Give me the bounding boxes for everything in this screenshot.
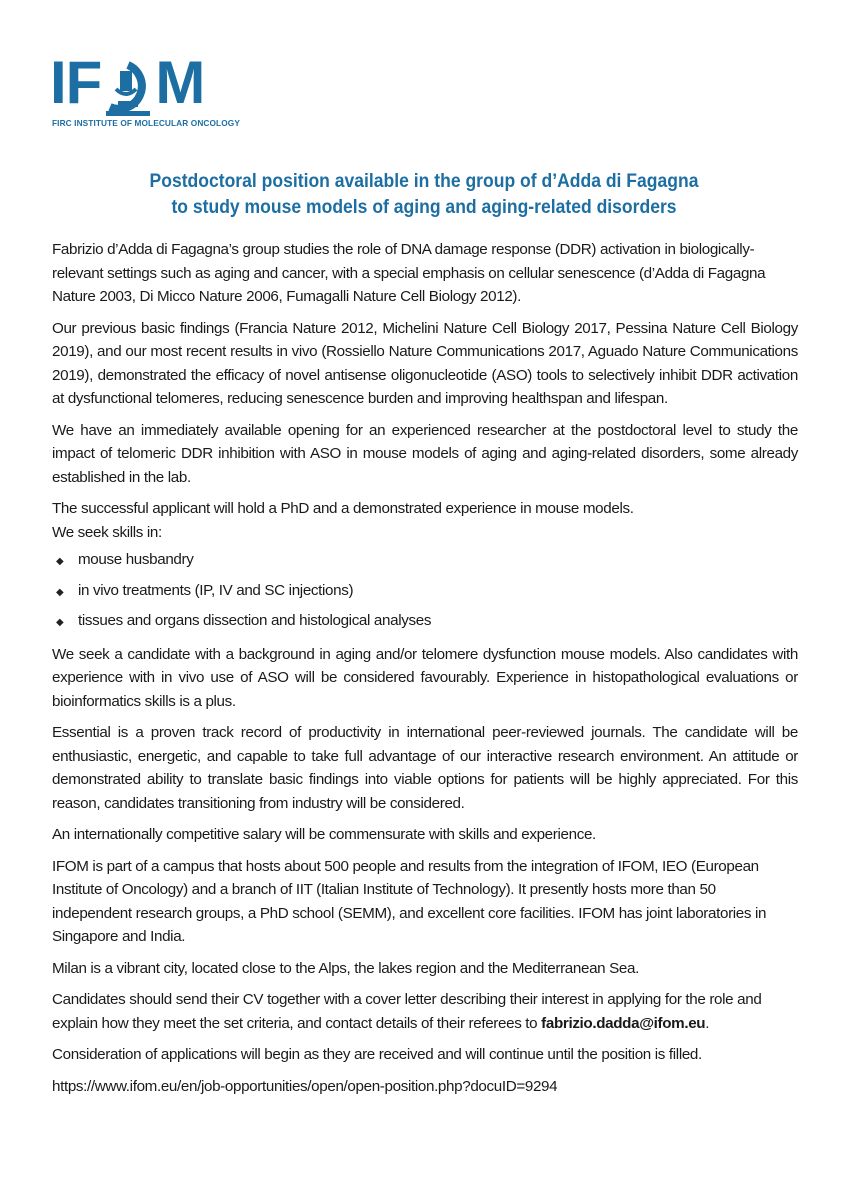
bullet-icon: ◆: [56, 586, 64, 598]
document-body: [52, 238, 798, 1106]
bullet-icon: ◆: [56, 617, 64, 628]
paragraph-campus: IFOM is part of a campus that hosts about 500 people and results from the integration of IFOM, IEO (European Institute of Oncology) and a branch of IIT (Italian Institute of Technology). It presently hosts more than 50 independent research groups, a PhD school (SEMM), and excellent core facilities. IFOM has joint laboratories in Singapore and India.: [52, 857, 767, 945]
ifom-logo: [50, 49, 240, 132]
logo-letters-left: IF: [50, 49, 102, 116]
bullet-icon: ◆: [56, 556, 64, 567]
application-end: .: [705, 1014, 710, 1032]
microscope-icon: [102, 61, 154, 117]
paragraph-essential: Essential is a proven track record of productivity in international peer-reviewed journals. The candidate will be enthusiastic, energetic, and capable to take full advantage of our interactive research environment. An attitude or demonstrated ability to translate basic findings into viable options for patients will be highly appreciated. For this reason, candidates transitioning from industry will be considered.: [52, 724, 798, 812]
paragraph-opening: We have an immediately available opening for an experienced researcher at the postdoctoral level to study the impact of telomeric DDR inhibition with ASO in mouse models of aging and aging-related disorders, some already established in the lab.: [52, 421, 798, 486]
logo-wordmark: [50, 49, 205, 116]
page-title: [78, 168, 769, 220]
contact-email[interactable]: fabrizio.dadda@ifom.eu: [541, 1014, 706, 1032]
paragraph-previous-findings: Our previous basic findings (Francia Nature 2012, Michelini Nature Cell Biology 2017, Pessina Nature Cell Biology 2019), and our most recent results in vivo (Rossiello Nature Communications 2017, Aguado Nature Communications 2019), demonstrated the efficacy of novel antisense oligonucleotide (ASO) tools to selectively inhibit DDR activation at dysfunctional telomeres, reducing senescence burden and improving healthspan and lifespan.: [52, 319, 798, 407]
application-text: Candidates should send their CV together with a cover letter describing their interest in applying for the role and explain how they meet the set criteria, and contact details of their referees to: [52, 991, 762, 1032]
skill-text: mouse husbandry: [78, 551, 194, 568]
paragraph-milan: Milan is a vibrant city, located close to the Alps, the lakes region and the Mediterranean Sea.: [52, 959, 639, 977]
skill-text: in vivo treatments (IP, IV and SC injections): [78, 581, 354, 599]
logo-letter-right: M: [155, 49, 205, 116]
logo-subtitle: FIRC INSTITUTE OF MOLECULAR ONCOLOGY: [52, 118, 240, 128]
title-line-2: to study mouse models of aging and aging-related disorders: [171, 196, 677, 218]
list-item: [56, 548, 798, 574]
title-line-1: Postdoctoral position available in the group of d’Adda di Fagagna: [149, 170, 699, 192]
paragraph-requirements: The successful applicant will hold a PhD and a demonstrated experience in mouse models.: [52, 500, 634, 517]
list-item: [56, 609, 798, 635]
list-item: [56, 579, 798, 605]
paragraph-candidate-profile: We seek a candidate with a background in aging and/or telomere dysfunction mouse models. Also candidates with experience with in vivo use of ASO will be considered favourably. Experience in histopathological evaluations or bioinformatics skills is a plus.: [52, 645, 798, 710]
position-url[interactable]: https://www.ifom.eu/en/job-opportunities/open/open-position.php?docuID=9294: [52, 1077, 558, 1095]
paragraph-application: [52, 988, 798, 1035]
skills-list: [52, 548, 798, 635]
paragraph-group-intro: Fabrizio d’Adda di Fagagna’s group studies the role of DNA damage response (DDR) activation in biologically-relevant settings such as aging and cancer, with a special emphasis on cellular senescence (d’Adda di Fagagna Nature 2003, Di Micco Nature 2006, Fumagalli Nature Cell Biology 2012).: [52, 241, 766, 305]
skill-text: tissues and organs dissection and histological analyses: [78, 612, 432, 629]
paragraph-skills-intro: We seek skills in:: [52, 523, 162, 541]
paragraph-salary: An internationally competitive salary will be commensurate with skills and experience.: [52, 826, 596, 843]
paragraph-consideration: Consideration of applications will begin as they are received and will continue until the position is filled.: [52, 1046, 702, 1063]
